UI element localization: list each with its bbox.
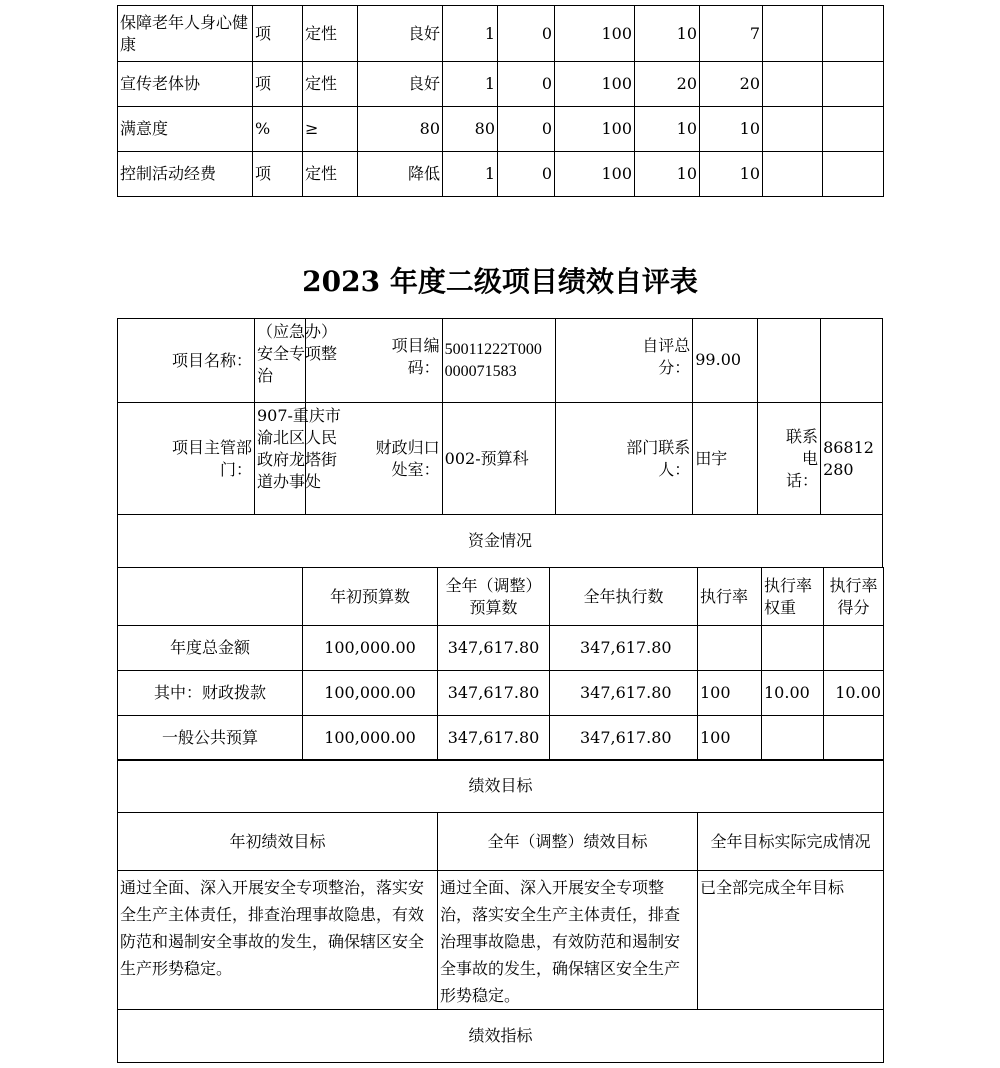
indicator-col6: 0 — [498, 152, 555, 197]
finance: 002-预算科 — [442, 403, 556, 515]
indicator-type: 定性 — [303, 152, 358, 197]
indicator-unit: 项 — [253, 62, 303, 107]
project-name: （应急办）安全专项整治 — [256, 322, 337, 385]
header-exec-weight: 执行率权重 — [762, 568, 824, 626]
indicator-name: 保障老年人身心健康 — [118, 6, 253, 62]
project-code: 50011222T000000071583 — [444, 341, 542, 380]
indicator-actual: 80 — [443, 107, 498, 152]
funds-adjusted: 347,617.80 — [438, 626, 550, 671]
finance-label: 财政归口处室： — [375, 437, 440, 479]
indicator-weight: 10 — [635, 6, 700, 62]
phone-label: 联系电话： — [786, 426, 819, 490]
goals-adjusted-text: 通过全面、深入开展安全专项整治，落实安全生产主体责任，排查治理事故隐患，有效防范和遏制安全事故的发生，确保辖区安全生产形势稳定。 — [440, 878, 681, 1005]
header-exec-rate: 执行率 — [698, 568, 762, 626]
funds-executed: 347,617.80 — [550, 626, 698, 671]
funds-section-title: 资金情况 — [118, 515, 883, 568]
project-name-cell — [254, 319, 337, 403]
self-score-label-cell — [556, 319, 693, 403]
indicator-type: 定性 — [303, 62, 358, 107]
goals-header-row — [118, 813, 884, 871]
contact: 田宇 — [693, 403, 758, 515]
empty-cell — [758, 319, 821, 403]
indicator-col7: 100 — [555, 107, 635, 152]
funds-score — [824, 716, 884, 761]
table-row — [118, 671, 884, 716]
indicator-name: 控制活动经费 — [118, 152, 253, 197]
dept-label-cell — [118, 403, 255, 515]
header-initial-budget: 年初预算数 — [303, 568, 438, 626]
indicator-table-continued — [117, 5, 884, 197]
goals-content-row — [118, 871, 884, 1010]
indicator-score: 10 — [700, 152, 763, 197]
funds-executed: 347,617.80 — [550, 716, 698, 761]
info-row-project — [118, 319, 883, 403]
funds-header-row — [118, 568, 884, 626]
goals-initial-header: 年初绩效目标 — [118, 813, 438, 871]
indicator-actual: 1 — [443, 62, 498, 107]
page-title: 2023 年度二级项目绩效自评表 — [302, 265, 698, 298]
phone-label-cell — [758, 403, 821, 515]
indicator-col6: 0 — [498, 107, 555, 152]
indicator-type: ≥ — [303, 107, 358, 152]
table-row — [118, 716, 884, 761]
phone-cell — [821, 403, 883, 515]
goals-initial-text: 通过全面、深入开展安全专项整治，落实安全生产主体责任，排查治理事故隐患，有效防范和遏制安全事故的发生，确保辖区安全生产形势稳定。 — [118, 871, 438, 1010]
header-executed: 全年执行数 — [550, 568, 698, 626]
indicator-unit: 项 — [253, 152, 303, 197]
indicator-empty — [763, 62, 823, 107]
funds-adjusted: 347,617.80 — [438, 671, 550, 716]
indicator-empty — [763, 6, 823, 62]
project-code-cell — [442, 319, 556, 403]
indicator-unit: % — [253, 107, 303, 152]
goals-actual-header-cell — [698, 813, 884, 871]
funds-rate: 100 — [698, 716, 762, 761]
table-row — [118, 152, 884, 197]
indicator-col7: 100 — [555, 62, 635, 107]
indicator-name: 宣传老体协 — [118, 62, 253, 107]
goals-table — [117, 759, 884, 1063]
goals-adjusted-cell — [438, 871, 698, 1010]
funds-initial: 100,000.00 — [303, 716, 438, 761]
contact-label-cell — [556, 403, 693, 515]
info-row-department — [118, 403, 883, 515]
indicator-weight: 10 — [635, 107, 700, 152]
goals-actual-text: 已全部完成全年目标 — [698, 871, 884, 1010]
funds-weight — [762, 716, 824, 761]
indicator-weight: 10 — [635, 152, 700, 197]
indicator-actual: 1 — [443, 152, 498, 197]
dept-name: 907-重庆市渝北区人民政府龙塔街道办事处 — [256, 406, 341, 491]
funds-score — [824, 626, 884, 671]
self-score-label: 自评总分： — [642, 336, 691, 377]
table-row — [118, 626, 884, 671]
goals-actual-header: 全年目标实际完成情况 — [710, 831, 871, 851]
indicator-score: 10 — [700, 107, 763, 152]
indicator-weight: 20 — [635, 62, 700, 107]
funds-initial: 100,000.00 — [303, 671, 438, 716]
header-exec-score: 执行率得分 — [824, 568, 884, 626]
indicator-target: 80 — [358, 107, 443, 152]
evaluation-table — [117, 318, 883, 568]
funds-rate — [698, 626, 762, 671]
funds-score: 10.00 — [824, 671, 884, 716]
dept-cell — [254, 403, 341, 515]
project-code-label: 项目编码： — [391, 336, 440, 377]
empty-cell — [821, 319, 883, 403]
funds-weight — [762, 626, 824, 671]
indicator-empty — [823, 62, 884, 107]
indicator-col7: 100 — [555, 6, 635, 62]
funds-header-empty — [118, 568, 303, 626]
indicator-col7: 100 — [555, 152, 635, 197]
indicator-empty — [823, 6, 884, 62]
indicator-target: 良好 — [358, 6, 443, 62]
goals-section-row — [118, 760, 884, 813]
indicator-empty — [823, 107, 884, 152]
funds-row-label: 一般公共预算 — [118, 716, 303, 761]
contact-label: 部门联系人： — [626, 437, 691, 479]
header-adjusted-budget: 全年（调整）预算数 — [438, 568, 550, 626]
funds-section-row — [118, 515, 883, 568]
indicator-empty — [763, 152, 823, 197]
table-row — [118, 6, 884, 62]
goals-adjusted-header: 全年（调整）绩效目标 — [438, 813, 698, 871]
funds-table — [117, 567, 884, 761]
indicator-empty — [763, 107, 823, 152]
funds-row-label: 年度总金额 — [118, 626, 303, 671]
indicator-type: 定性 — [303, 6, 358, 62]
funds-rate: 100 — [698, 671, 762, 716]
funds-weight: 10.00 — [762, 671, 824, 716]
funds-row-label: 其中：财政拨款 — [118, 671, 303, 716]
indicator-unit: 项 — [253, 6, 303, 62]
indicator-empty — [823, 152, 884, 197]
funds-adjusted: 347,617.80 — [438, 716, 550, 761]
funds-initial: 100,000.00 — [303, 626, 438, 671]
self-score: 99.00 — [693, 319, 758, 403]
indicator-col6: 0 — [498, 6, 555, 62]
indicators-section-title: 绩效指标 — [118, 1010, 884, 1063]
goals-section-title: 绩效目标 — [118, 760, 884, 813]
indicator-name: 满意度 — [118, 107, 253, 152]
funds-executed: 347,617.80 — [550, 671, 698, 716]
indicator-col6: 0 — [498, 62, 555, 107]
indicator-target: 降低 — [358, 152, 443, 197]
table-row — [118, 62, 884, 107]
project-name-label: 项目名称： — [118, 319, 255, 403]
indicators-section-row — [118, 1010, 884, 1063]
indicator-score: 7 — [700, 6, 763, 62]
indicator-target: 良好 — [358, 62, 443, 107]
phone: 86812280 — [823, 437, 874, 479]
indicator-actual: 1 — [443, 6, 498, 62]
indicator-score: 20 — [700, 62, 763, 107]
table-row — [118, 107, 884, 152]
dept-label: 项目主管部门： — [171, 437, 252, 479]
